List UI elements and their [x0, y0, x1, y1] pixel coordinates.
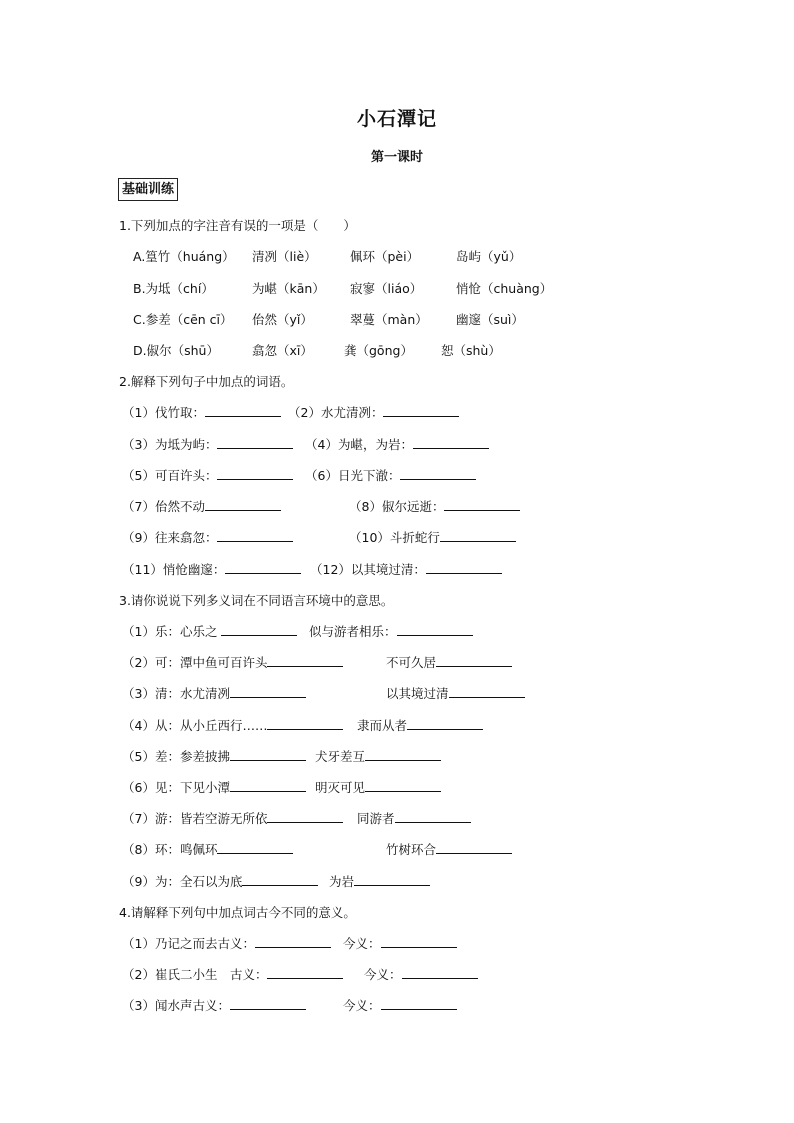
answer-blank[interactable]	[381, 997, 457, 1010]
q3-item-label: （2）可：潭中鱼可百许头	[122, 655, 268, 670]
answer-blank[interactable]	[397, 623, 473, 636]
answer-blank[interactable]	[230, 748, 306, 761]
answer-blank[interactable]	[217, 436, 293, 449]
answer-blank[interactable]	[221, 623, 297, 636]
q1-d-item-1: D.俶尔（shū）	[133, 343, 219, 358]
q1-b-item-4: 悄怆（chuàng）	[456, 281, 553, 296]
lesson-subtitle: 第一课时	[370, 150, 423, 165]
q3-item-label: （7）游：皆若空游无所依	[122, 811, 268, 826]
section-badge: 基础训练	[118, 178, 178, 201]
q1-d-item-2: 翕忽（xī）	[252, 343, 313, 358]
q2-item-label: （11）悄怆幽邃：	[122, 562, 226, 577]
q2-item-label: （4）为嵁，为岩：	[305, 437, 413, 452]
answer-blank[interactable]	[436, 654, 512, 667]
q2-item-label: （5）可百许头：	[122, 468, 218, 483]
document-title: 小石潭记	[356, 108, 437, 130]
answer-blank[interactable]	[230, 685, 306, 698]
answer-blank[interactable]	[230, 779, 306, 792]
q1-c-item-2: 佁然（yǐ）	[252, 312, 313, 327]
answer-blank[interactable]	[365, 779, 441, 792]
q3-item-label: （8）环：鸣佩环	[122, 842, 218, 857]
answer-blank[interactable]	[365, 748, 441, 761]
answer-blank[interactable]	[381, 935, 457, 948]
answer-blank[interactable]	[217, 529, 293, 542]
answer-blank[interactable]	[407, 717, 483, 730]
q3-item-label: 犬牙差互	[315, 749, 366, 764]
q2-item-label: （12）以其境过清：	[310, 562, 426, 577]
q3-item-label: 隶而从者	[357, 718, 408, 733]
q4-item-label: 今义：	[343, 936, 381, 951]
q2-item-label: （3）为坻为屿：	[122, 437, 218, 452]
q1-a-item-4: 岛屿（yǔ）	[456, 249, 522, 264]
q3-item-label: （5）差：参差披拂	[122, 749, 230, 764]
answer-blank[interactable]	[449, 685, 525, 698]
answer-blank[interactable]	[354, 873, 430, 886]
answer-blank[interactable]	[440, 529, 516, 542]
q2-item-label: （6）日光下澈：	[305, 468, 401, 483]
answer-blank[interactable]	[402, 966, 478, 979]
q1-d-item-4: 恕（shù）	[441, 343, 501, 358]
q2-item-label: （8）俶尔远逝：	[349, 499, 445, 514]
q2-item-label: （9）往来翕忽：	[122, 530, 218, 545]
q3-item-label: （1）乐：心乐之	[122, 624, 222, 639]
q1-d-item-3: 龚（gōng）	[344, 343, 413, 358]
q3-item-label: 不可久居	[386, 655, 437, 670]
q1-c-item-4: 幽邃（suì）	[456, 312, 524, 327]
q4-item-label: （2）崔氏二小生 古义：	[122, 967, 268, 982]
q1-a-item-3: 佩环（pèi）	[350, 249, 420, 264]
q3-item-label: 为岩	[329, 874, 355, 889]
q1-b-item-2: 为嵁（kān）	[252, 281, 325, 296]
q3-item-label: 同游者	[357, 811, 395, 826]
q4-item-label: 今义：	[343, 998, 381, 1013]
q3-item-label: 竹树环合	[386, 842, 437, 857]
answer-blank[interactable]	[267, 717, 343, 730]
q4-item-label: （1）乃记之而去古义：	[122, 936, 255, 951]
answer-blank[interactable]	[383, 404, 459, 417]
q2-item-label: （10）斗折蛇行	[349, 530, 440, 545]
q3-item-label: 明灭可见	[315, 780, 366, 795]
answer-blank[interactable]	[267, 654, 343, 667]
answer-blank[interactable]	[225, 561, 301, 574]
q1-c-item-1: C.参差（cēn cī）	[133, 312, 233, 327]
q3-item-label: （6）见：下见小潭	[122, 780, 230, 795]
q4-item-label: （3）闻水声古义：	[122, 998, 230, 1013]
answer-blank[interactable]	[205, 404, 281, 417]
q3-item-label: （4）从：从小丘西行……	[122, 718, 268, 733]
q3-item-label: 以其境过清	[386, 686, 449, 701]
question-4-stem: 4.请解释下列句中加点词古今不同的意义。	[119, 905, 356, 920]
answer-blank[interactable]	[267, 966, 343, 979]
q4-item-label: 今义：	[364, 967, 402, 982]
answer-blank[interactable]	[400, 467, 476, 480]
answer-blank[interactable]	[413, 436, 489, 449]
answer-blank[interactable]	[444, 498, 520, 511]
q1-b-item-1: B.为坻（chí）	[133, 281, 214, 296]
q1-b-item-3: 寂寥（liáo）	[350, 281, 423, 296]
answer-blank[interactable]	[217, 467, 293, 480]
question-1-stem: 1.下列加点的字注音有误的一项是（ ）	[119, 218, 356, 233]
answer-blank[interactable]	[267, 810, 343, 823]
q1-a-item-2: 清冽（liè）	[252, 249, 317, 264]
q2-item-label: （2）水尤清冽：	[288, 405, 384, 420]
q1-c-item-3: 翠蔓（màn）	[350, 312, 428, 327]
q3-item-label: （3）清：水尤清冽	[122, 686, 230, 701]
q1-a-item-1: A.篁竹（huáng）	[133, 249, 235, 264]
answer-blank[interactable]	[205, 498, 281, 511]
answer-blank[interactable]	[395, 810, 471, 823]
answer-blank[interactable]	[217, 841, 293, 854]
question-3-stem: 3.请你说说下列多义词在不同语言环境中的意思。	[119, 593, 394, 608]
q3-item-label: 似与游者相乐：	[309, 624, 397, 639]
q2-item-label: （1）伐竹取：	[122, 405, 205, 420]
answer-blank[interactable]	[255, 935, 331, 948]
answer-blank[interactable]	[230, 997, 306, 1010]
answer-blank[interactable]	[436, 841, 512, 854]
answer-blank[interactable]	[426, 561, 502, 574]
question-2-stem: 2.解释下列句子中加点的词语。	[119, 374, 294, 389]
answer-blank[interactable]	[242, 873, 318, 886]
q2-item-label: （7）佁然不动	[122, 499, 205, 514]
q3-item-label: （9）为：全石以为底	[122, 874, 243, 889]
